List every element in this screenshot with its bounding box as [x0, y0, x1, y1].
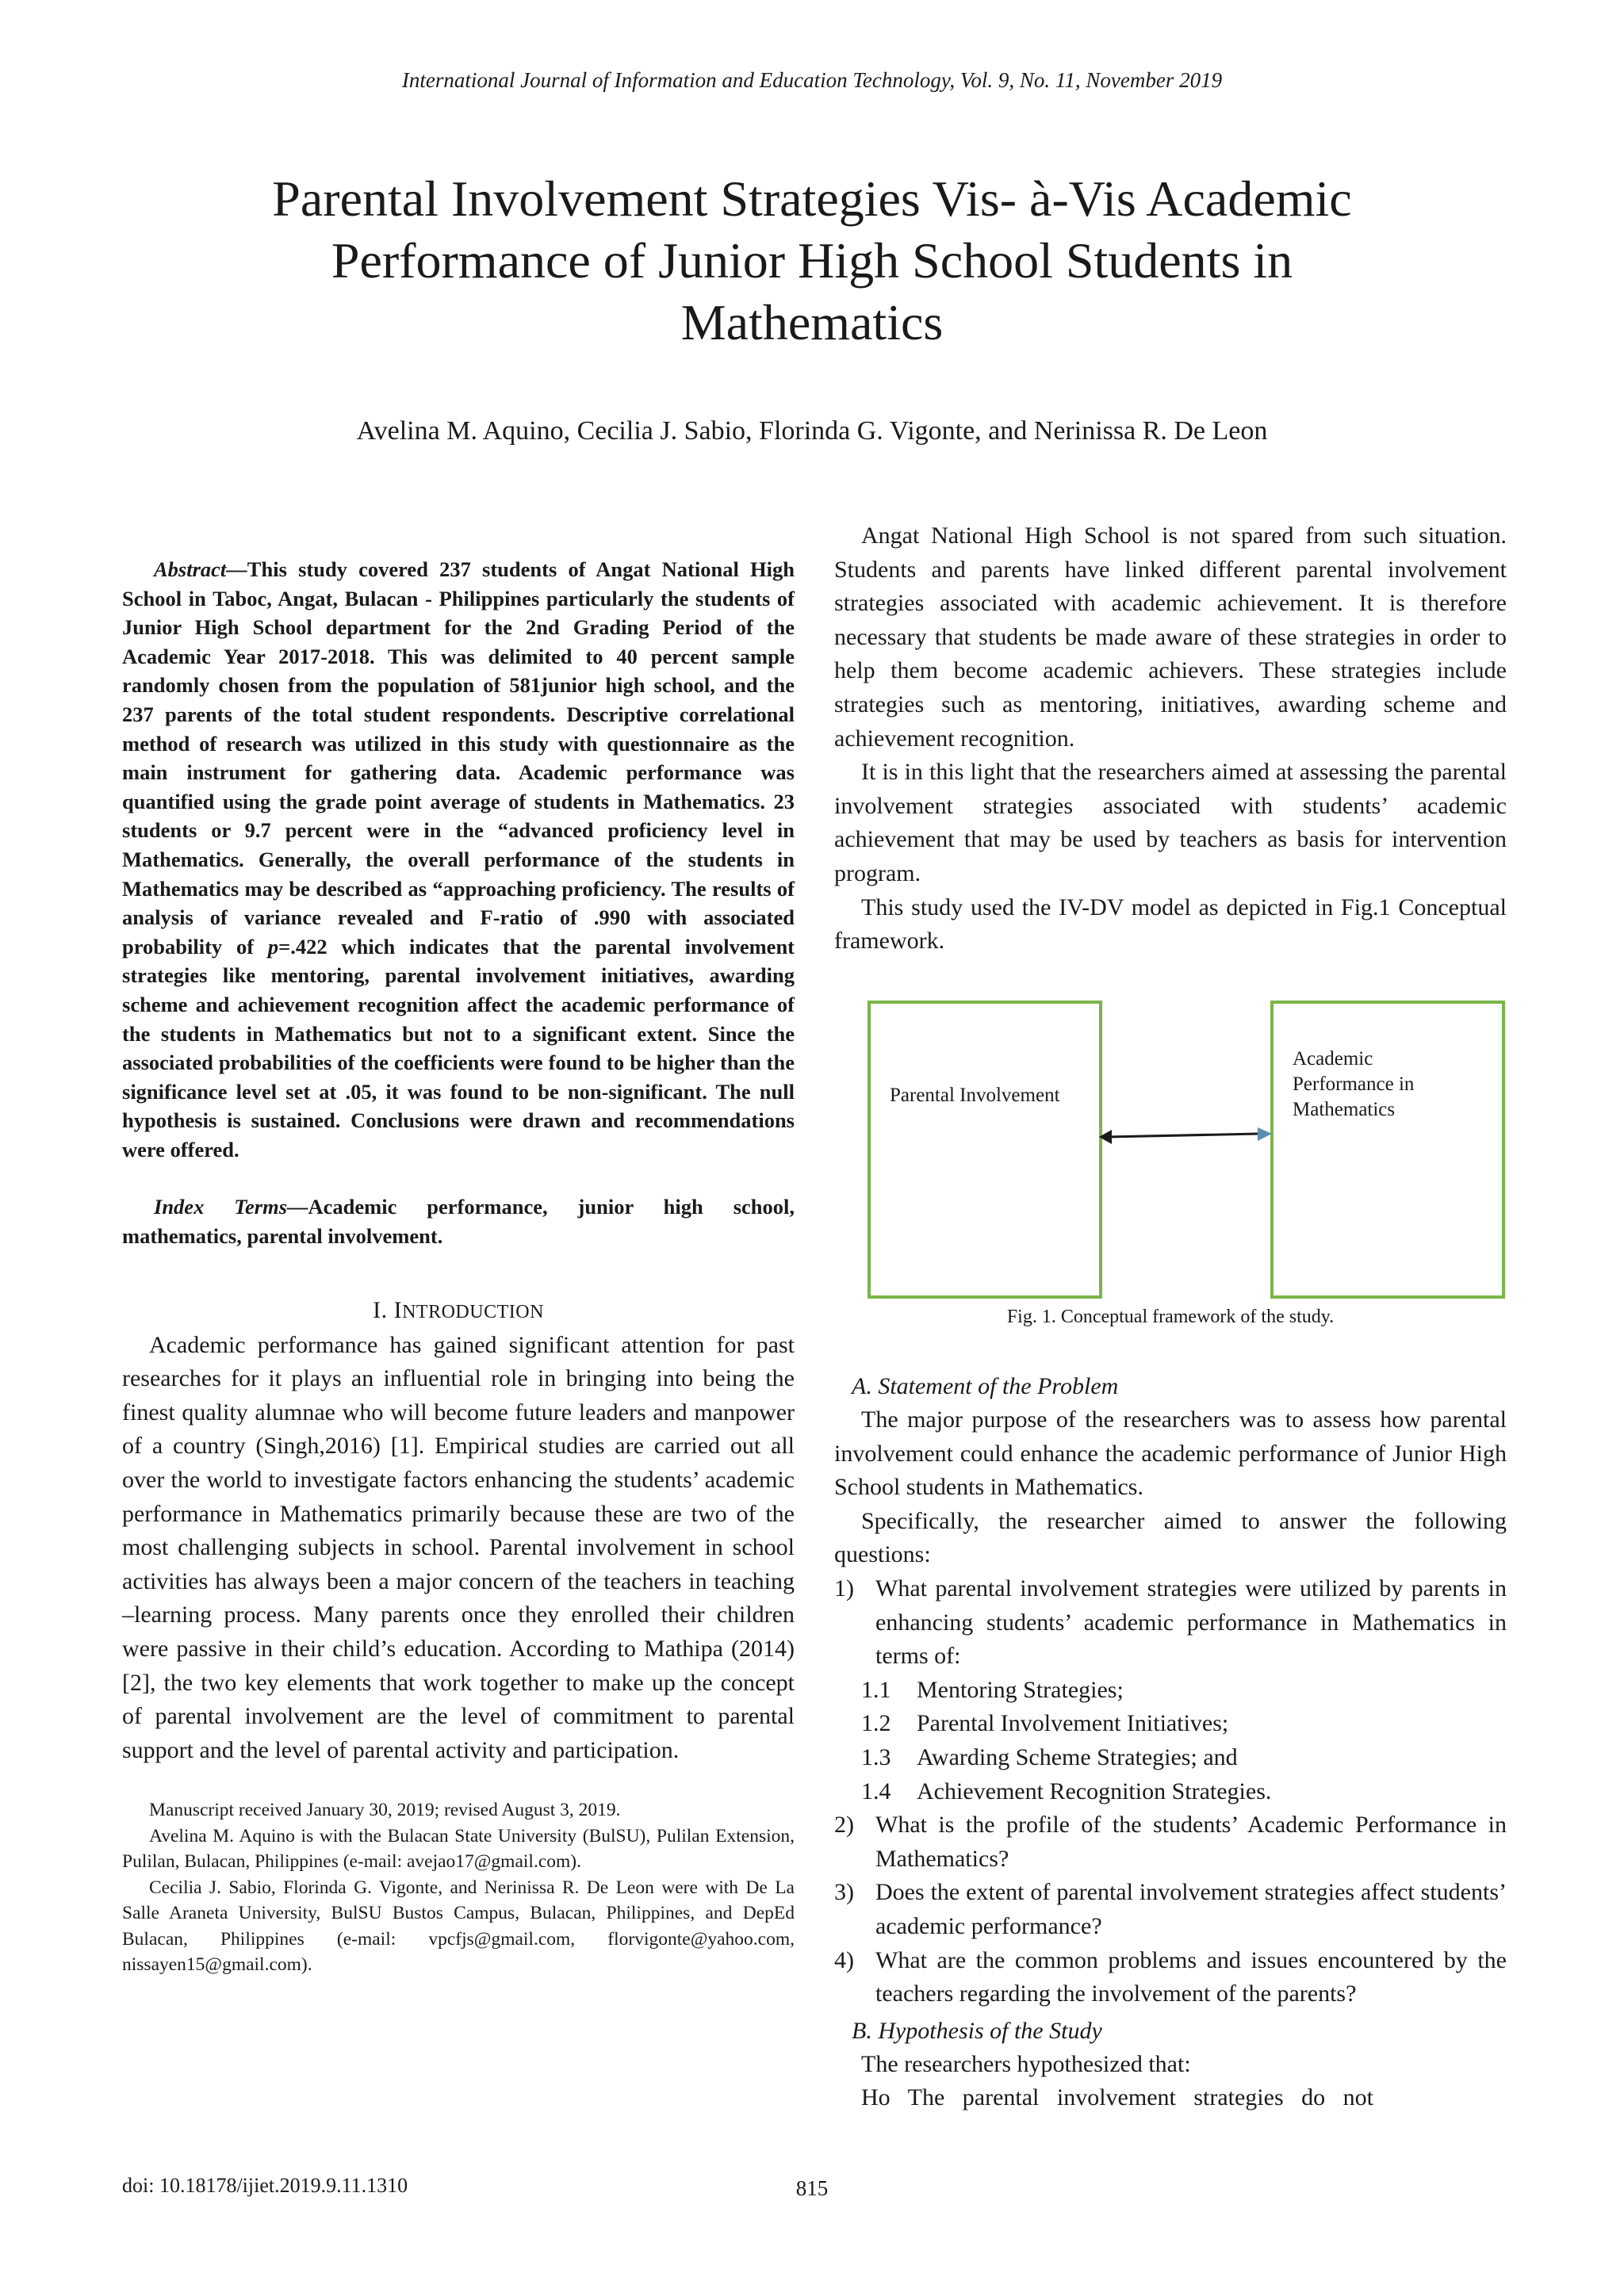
double-arrow	[1096, 1119, 1278, 1151]
paper-title	[178, 168, 1446, 354]
footnote: Avelina M. Aquino is with the Bulacan State University (BulSU), Pulilan Extension, Pulilan, Bulacan, Philippines (e-mail: avejao17@gmail.com).	[122, 1825, 795, 1873]
question-number: 4)	[834, 1946, 854, 1973]
question-text: What parental involvement strategies were utilized by parents in enhancing students’ academic performance in Mathematics in terms of:	[875, 1575, 1507, 1670]
arrow-head-left	[1099, 1130, 1112, 1144]
question-item	[834, 1572, 1507, 1674]
question-number: 1)	[834, 1575, 854, 1601]
subsection-heading-statement: A. Statement of the Problem	[852, 1373, 1119, 1399]
figure-label-line: Academic	[1293, 1048, 1373, 1070]
question-number: 2)	[834, 1812, 854, 1839]
paragraph: The major purpose of the researchers was to assess how parental involvement could enhance the academic performance of Junior High School students in Mathematics.	[834, 1406, 1507, 1501]
sub-question-item	[861, 1707, 1507, 1741]
sub-question-number: 1.4	[861, 1777, 891, 1804]
journal-header: International Journal of Information and Education Technology, Vol. 9, No. 11, November 2019	[401, 68, 1223, 92]
paragraph: This study used the IV-DV model as depicted in Fig.1 Conceptual framework.	[834, 894, 1507, 955]
page-number: 815	[795, 2176, 829, 2200]
title-line: Performance of Junior High School Students in	[331, 232, 1293, 289]
question-text: What are the common problems and issues encountered by the teachers regarding the involvement of the parents?	[875, 1946, 1507, 2007]
figure-caption: Fig. 1. Conceptual framework of the study.	[1006, 1307, 1335, 1327]
sub-question-number: 1.1	[861, 1676, 891, 1703]
sub-question-number: 1.2	[861, 1710, 891, 1737]
section-rest: NTRODUCTION	[402, 1301, 544, 1322]
index-terms-text: Academic performance, junior high school, mathematics, parental involvement.	[122, 1195, 795, 1249]
p-value-symbol: p	[267, 934, 279, 959]
abstract-text: This study covered 237 students of Angat National High School in Taboc, Angat, Bulacan - Philippines particularly the students of Junior High School department for the 2nd Grading Period of the Academic Year 2017-2018. This was delimited to 40 percent sample randomly chosen from the population of 581junior high school, and the 237 parents of the total student respondents. Descriptive correlational method of research was utilized in this study with questionnaire as the main instrument for gathering data. Academic performance was quantified using the grade point average of students in Mathematics. 23 students or 9.7 percent were in the “advanced proficiency level in Mathematics. Generally, the overall performance of the students in Mathematics may be described as “approaching proficiency. The results of analysis of variance revealed and F-ratio of .990 with associated probability of	[122, 557, 795, 959]
index-terms-label: Index Terms—	[154, 1195, 308, 1219]
right-column-top	[834, 519, 1507, 959]
sub-question-number: 1.3	[861, 1743, 891, 1770]
sub-question-text: Achievement Recognition Strategies.	[917, 1777, 1272, 1804]
hypothesis-line: Ho The parental involvement strategies do not	[861, 2084, 1373, 2111]
abstract	[122, 555, 795, 1164]
sub-question-item	[861, 1674, 1507, 1708]
question-text: Does the extent of parental involvement strategies affect students’ academic performance?	[875, 1879, 1507, 1939]
paragraph: It is in this light that the researchers aimed at assessing the parental involvement strategies associated with students’ academic achievement that may be used by teachers as basis for intervention program.	[834, 759, 1507, 886]
question-item	[834, 1808, 1507, 1876]
right-column-bottom	[834, 1373, 1507, 2115]
figure-label: Parental Involvement	[890, 1085, 1060, 1106]
title-line: Parental Involvement Strategies Vis- à-Vis Academic	[272, 170, 1352, 227]
abstract-text-cont: =.422 which indicates that the parental involvement strategies like mentoring, parental involvement initiatives, awarding scheme and achievement recognition affect the academic performance of the students in Mathematics but not to a significant extent. Since the associated probabilities of the coefficients were found to be higher than the significance level set at .05, it was found to be non-significant. The null hypothesis is sustained. Conclusions were drawn and recommendations were offered.	[122, 934, 795, 1161]
sub-question-text: Mentoring Strategies;	[917, 1676, 1124, 1703]
section-initial: I	[393, 1296, 403, 1323]
figure-label	[1293, 1047, 1414, 1123]
section-heading-introduction	[122, 1297, 795, 1324]
question-item	[834, 1944, 1507, 2011]
sub-question-text: Awarding Scheme Strategies; and	[917, 1743, 1238, 1770]
arrow-head-right	[1258, 1127, 1272, 1141]
footnote: Cecilia J. Sabio, Florinda G. Vigonte, and Nerinissa R. De Leon were with De La Salle Araneta University, BulSU Bustos Campus, Bulacan, Philippines, and DepEd Bulacan, Philippines (e-mail: vpcfjs@gmail.com, florvigonte@yahoo.com, nissayen15@gmail.com).	[122, 1877, 795, 1976]
left-column	[122, 555, 795, 1978]
paragraph: The researchers hypothesized that:	[861, 2050, 1191, 2077]
footnotes	[122, 1797, 795, 1978]
figure-box-academic-performance	[1270, 1001, 1505, 1299]
paragraph: Specifically, the researcher aimed to answer the following questions:	[834, 1507, 1507, 1568]
figure-box-parental-involvement	[868, 1001, 1102, 1299]
figure-label-line: Mathematics	[1293, 1099, 1396, 1120]
index-terms	[122, 1192, 795, 1250]
arrow-line	[1107, 1134, 1259, 1137]
footnote: Manuscript received January 30, 2019; revised August 3, 2019.	[149, 1800, 621, 1821]
section-number: I.	[373, 1296, 394, 1323]
figure-label-line: Performance in	[1293, 1073, 1415, 1095]
author-list: Avelina M. Aquino, Cecilia J. Sabio, Florinda G. Vigonte, and Nerinissa R. De Leon	[356, 416, 1268, 446]
question-item	[834, 1876, 1507, 1943]
title-line: Mathematics	[680, 294, 944, 350]
doi: doi: 10.18178/ijiet.2019.9.11.1310	[122, 2174, 408, 2197]
subsection-heading-hypothesis: B. Hypothesis of the Study	[852, 2017, 1102, 2044]
question-number: 3)	[834, 1879, 854, 1906]
intro-paragraph: Academic performance has gained significant attention for past researches for it plays an influential role in bringing into being the finest quality alumnae who will become future leaders and manpower of a country (Singh,2016) [1]. Empirical studies are carried out all over the world to investigate factors enhancing the students’ academic performance in Mathematics primarily because these are two of the most challenging subjects in school. Parental involvement in school activities has always been a major concern of the teachers in teaching –learning process. Many parents once they enrolled their children were passive in their child’s education. According to Mathipa (2014) [2], the two key elements that work together to make up the concept of parental involvement are the level of commitment to parental support and the level of parental activity and participation.	[122, 1331, 795, 1763]
paragraph: Angat National High School is not spared from such situation. Students and parents have linked different parental involvement strategies associated with academic achievement. It is therefore necessary that students be made aware of these strategies in order to help them become academic achievers. These strategies include strategies such as mentoring, initiatives, awarding scheme and achievement recognition.	[834, 522, 1507, 752]
abstract-label: Abstract—	[154, 557, 247, 581]
sub-question-item	[861, 1775, 1507, 1809]
sub-question-text: Parental Involvement Initiatives;	[917, 1710, 1229, 1737]
sub-question-item	[861, 1741, 1507, 1775]
question-text: What is the profile of the students’ Academic Performance in Mathematics?	[875, 1812, 1507, 1872]
figure-conceptual-framework	[834, 1001, 1507, 1349]
